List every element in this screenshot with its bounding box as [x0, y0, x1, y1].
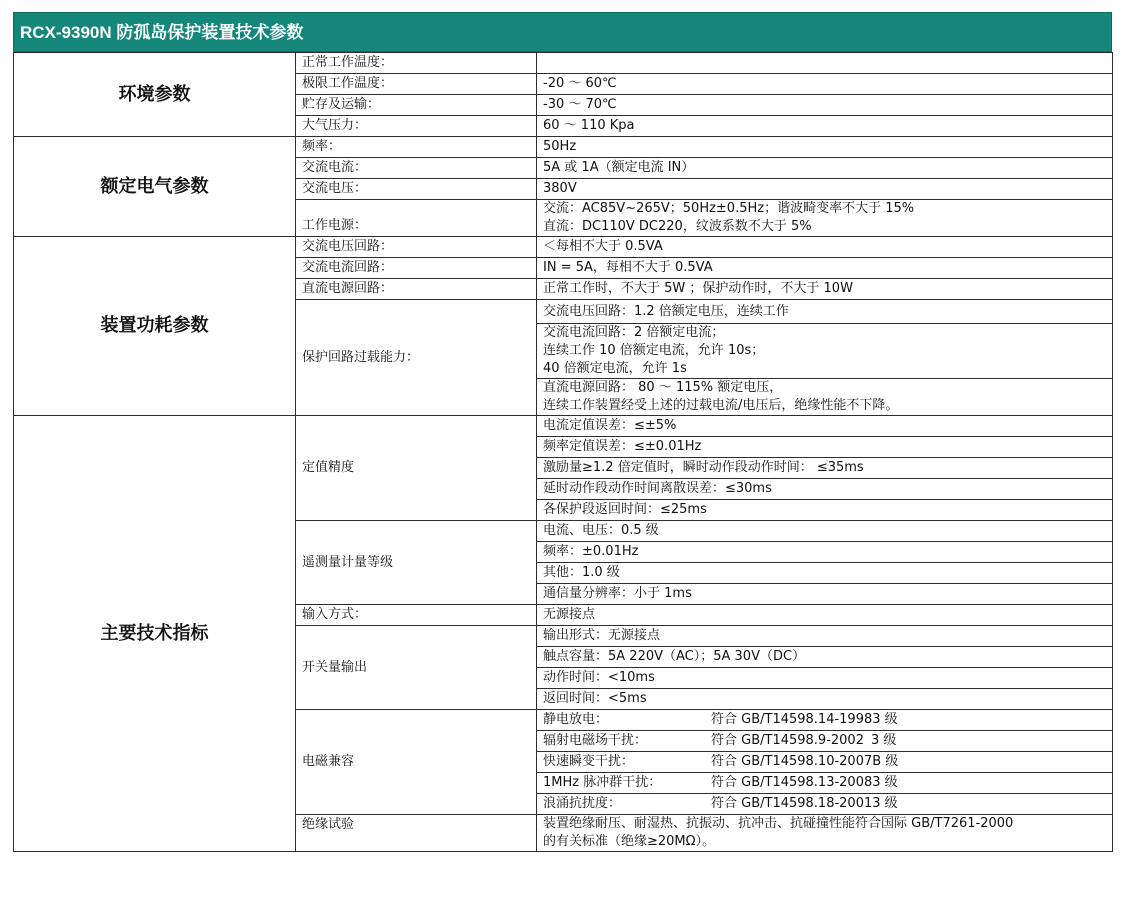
value-line: 交流：AC85V~265V；50Hz±0.5Hz；谐波畸变率不大于 15% — [543, 201, 915, 216]
param-value: 正常工作时，不大于 5W ；保护动作时，不大于 10W — [537, 279, 1113, 300]
param-name: 交流电压： — [296, 179, 537, 200]
param-name: 直流电源回路： — [296, 279, 537, 300]
emc-row — [537, 752, 1113, 773]
param-name: 交流电压回路： — [296, 237, 537, 258]
param-name: 贮存及运输： — [296, 95, 537, 116]
emc-item: 1MHz 脉冲群干扰： — [543, 775, 662, 790]
value-line: 直流电源回路： 80 ～ 115% 额定电压， — [543, 380, 783, 395]
emc-row — [537, 710, 1113, 731]
param-value: 延时动作段动作时间离散误差：≤30ms — [537, 479, 1113, 500]
param-value: 频率：±0.01Hz — [537, 542, 1113, 563]
value-line: 连续工作装置经受上述的过载电流/电压后，绝缘性能不下降。 — [543, 398, 899, 413]
param-value: 频率定值误差：≤±0.01Hz — [537, 437, 1113, 458]
category-tech: 主要技术指标 — [14, 416, 296, 852]
value-line: 交流电流回路：2 倍额定电流； — [543, 325, 725, 340]
param-value: 各保护段返回时间：≤25ms — [537, 500, 1113, 521]
param-value: 电流定值误差：≤±5% — [537, 416, 1113, 437]
value-line: 40 倍额定电流，允许 1s — [543, 361, 687, 376]
emc-standard: 符合 GB/T14598.18-2001 — [711, 796, 873, 811]
param-value — [537, 324, 1113, 379]
param-value — [537, 53, 1113, 74]
param-value: 输出形式：无源接点 — [537, 626, 1113, 647]
param-name: 频率： — [296, 137, 537, 158]
emc-standard: 符合 GB/T14598.14-1998 — [711, 712, 873, 727]
param-name: 交流电流回路： — [296, 258, 537, 279]
emc-standard: 符合 GB/T14598.9-2002 — [711, 733, 864, 748]
table-row — [14, 53, 1113, 74]
param-name: 大气压力： — [296, 116, 537, 137]
param-value: 动作时间：<10ms — [537, 668, 1113, 689]
param-value: -30 ～ 70℃ — [537, 95, 1113, 116]
param-value: 触点容量：5A 220V（AC）；5A 30V（DC） — [537, 647, 1113, 668]
emc-item: 辐射电磁场干扰： — [543, 733, 648, 748]
param-value: 激励量≥1.2 倍定值时，瞬时动作段动作时间： ≤35ms — [537, 458, 1113, 479]
param-value: 60 ～ 110 Kpa — [537, 116, 1113, 137]
emc-standard: 符合 GB/T14598.10-2007 — [711, 754, 873, 769]
param-value: 交流电压回路：1.2 倍额定电压，连续工作 — [537, 300, 1113, 324]
param-value: 返回时间：<5ms — [537, 689, 1113, 710]
param-value: IN = 5A，每相不大于 0.5VA — [537, 258, 1113, 279]
emc-level: 3 级 — [872, 775, 898, 790]
param-name: 定值精度 — [296, 416, 537, 521]
table-row — [14, 237, 1113, 258]
spec-table — [13, 52, 1113, 852]
table-row — [14, 416, 1113, 437]
param-name: 工作电源： — [296, 200, 537, 237]
param-value: 5A 或 1A（额定电流 IN） — [537, 158, 1113, 179]
emc-item: 静电放电： — [543, 712, 609, 727]
param-value: 通信量分辨率：小于 1ms — [537, 584, 1113, 605]
param-value: -20 ～ 60℃ — [537, 74, 1113, 95]
emc-standard: 符合 GB/T14598.13-2008 — [711, 775, 873, 790]
emc-item: 浪涌抗扰度： — [543, 796, 622, 811]
param-name: 交流电流： — [296, 158, 537, 179]
param-name: 电磁兼容 — [296, 710, 537, 815]
category-elec: 额定电气参数 — [14, 137, 296, 237]
value-line: 直流：DC110V DC220，纹波系数不大于 5% — [543, 219, 812, 234]
emc-row — [537, 731, 1113, 752]
category-env: 环境参数 — [14, 53, 296, 137]
param-name: 正常工作温度： — [296, 53, 537, 74]
param-name: 绝缘试验 — [296, 815, 537, 852]
param-value: 50Hz — [537, 137, 1113, 158]
param-name: 输入方式： — [296, 605, 537, 626]
sheet-title: RCX-9390N 防孤岛保护装置技术参数 — [13, 12, 1112, 52]
param-name: 保护回路过载能力： — [296, 300, 537, 416]
table-row — [14, 137, 1113, 158]
param-name: 遥测量计量等级 — [296, 521, 537, 605]
spec-sheet — [13, 12, 1112, 852]
param-value: 无源接点 — [537, 605, 1113, 626]
emc-level: 3 级 — [871, 733, 897, 748]
emc-level: B 级 — [872, 754, 899, 769]
value-line: 连续工作 10 倍额定电流，允许 10s； — [543, 343, 765, 358]
value-line: 装置绝缘耐压、耐湿热、抗振动、抗冲击、抗碰撞性能符合国际 GB/T7261-2000 — [543, 816, 1014, 831]
emc-row — [537, 794, 1113, 815]
param-value: 其他：1.0 级 — [537, 563, 1113, 584]
param-name: 开关量输出 — [296, 626, 537, 710]
param-value: 电流、电压：0.5 级 — [537, 521, 1113, 542]
param-value — [537, 379, 1113, 416]
value-line: 的有关标准（绝缘≥20MΩ）。 — [543, 834, 716, 849]
param-name: 极限工作温度： — [296, 74, 537, 95]
category-power: 装置功耗参数 — [14, 237, 296, 416]
emc-level: 3 级 — [872, 796, 898, 811]
param-value — [537, 815, 1113, 852]
emc-row — [537, 773, 1113, 794]
param-value: 380V — [537, 179, 1113, 200]
param-value — [537, 200, 1113, 237]
emc-level: 3 级 — [872, 712, 898, 727]
emc-item: 快速瞬变干扰： — [543, 754, 635, 769]
param-value: ＜每相不大于 0.5VA — [537, 237, 1113, 258]
